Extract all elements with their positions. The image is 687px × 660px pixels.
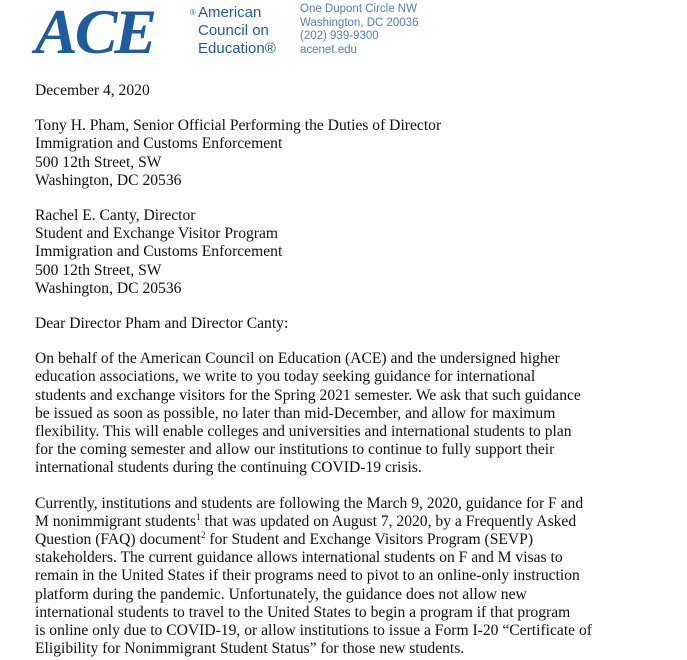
text-run: M nonimmigrant students (35, 512, 197, 530)
contact-address-line1: One Dupont Circle NW (300, 3, 417, 15)
address-line: Rachel E. Canty, Director (35, 207, 196, 225)
footnote-ref-2[interactable]: 2 (201, 530, 206, 541)
address-line: Immigration and Customs Enforcement (35, 243, 283, 261)
paragraph-line: is online only due to COVID-19, or allow institutions to issue a Form I-20 “Certificate of (35, 622, 592, 640)
recipient-block-2 (35, 207, 665, 298)
organization-name (198, 4, 276, 58)
recipient-block-1 (35, 117, 665, 190)
address-line: Washington, DC 20536 (35, 279, 182, 297)
letterhead (35, 0, 675, 67)
contact-block (300, 3, 418, 57)
letter-date: December 4, 2020 (35, 82, 150, 99)
text-run: that was updated on August 7, 2020, by a Frequently Asked (200, 512, 577, 530)
paragraph-line: education associations, we write to you today seeking guidance for international (35, 368, 536, 386)
paragraph-line: On behalf of the American Council on Education (ACE) and the undersigned higher (35, 350, 560, 368)
ace-logo: ACE (35, 0, 155, 67)
logo-registered-mark: ® (190, 8, 196, 17)
paragraph-line: flexibility. This will enable colleges and universities and international students to plan (35, 423, 572, 441)
org-name-line: American (198, 4, 262, 21)
contact-phone: (202) 939-9300 (300, 30, 379, 42)
paragraph-line: for the coming semester and allow our institutions to continue to fully support their (35, 441, 555, 459)
paragraph-line: Eligibility for Nonimmigrant Student Status” for those new students. (35, 640, 465, 658)
address-line: Student and Exchange Visitor Program (35, 225, 279, 243)
paragraph-line: international students during the continuing COVID-19 crisis. (35, 459, 422, 477)
salutation: Dear Director Pham and Director Canty: (35, 315, 289, 333)
address-line: 500 12th Street, SW (35, 153, 162, 171)
paragraph-line: platform during the pandemic. Unfortunately, the guidance does not allow new (35, 585, 527, 603)
org-name-line: Council on (198, 22, 269, 39)
paragraph-1 (35, 350, 665, 477)
contact-website[interactable]: acenet.edu (300, 43, 357, 56)
paragraph-line: stakeholders. The current guidance allows international students on F and M visas to (35, 549, 563, 567)
paragraph-line: Currently, institutions and students are following the March 9, 2020, guidance for F and (35, 494, 584, 512)
address-line: Tony H. Pham, Senior Official Performing the Duties of Director (35, 117, 442, 135)
letter-body (35, 82, 665, 658)
paragraph-line (35, 531, 665, 549)
text-run: Question (FAQ) document (35, 531, 202, 549)
paragraph-line (35, 513, 665, 531)
address-line: Washington, DC 20536 (35, 171, 182, 189)
paragraph-line: international students to travel to the United States to begin a program if that program (35, 603, 571, 621)
paragraph-line: students and exchange visitors for the Spring 2021 semester. We ask that such guidance (35, 386, 581, 404)
paragraph-line: be issued as soon as possible, no later than mid-December, and allow for maximum (35, 404, 556, 422)
paragraph-line: remain in the United States if their programs need to pivot to an online-only instruction (35, 567, 580, 585)
footnote-ref-1[interactable]: 1 (196, 511, 201, 522)
address-line: 500 12th Street, SW (35, 261, 162, 279)
org-name-line: Education® (198, 40, 276, 57)
text-run: for Student and Exchange Visitors Program (SEVP) (205, 531, 534, 549)
paragraph-2 (35, 495, 665, 659)
contact-address-line2: Washington, DC 20036 (300, 16, 419, 29)
address-line: Immigration and Customs Enforcement (35, 135, 283, 153)
